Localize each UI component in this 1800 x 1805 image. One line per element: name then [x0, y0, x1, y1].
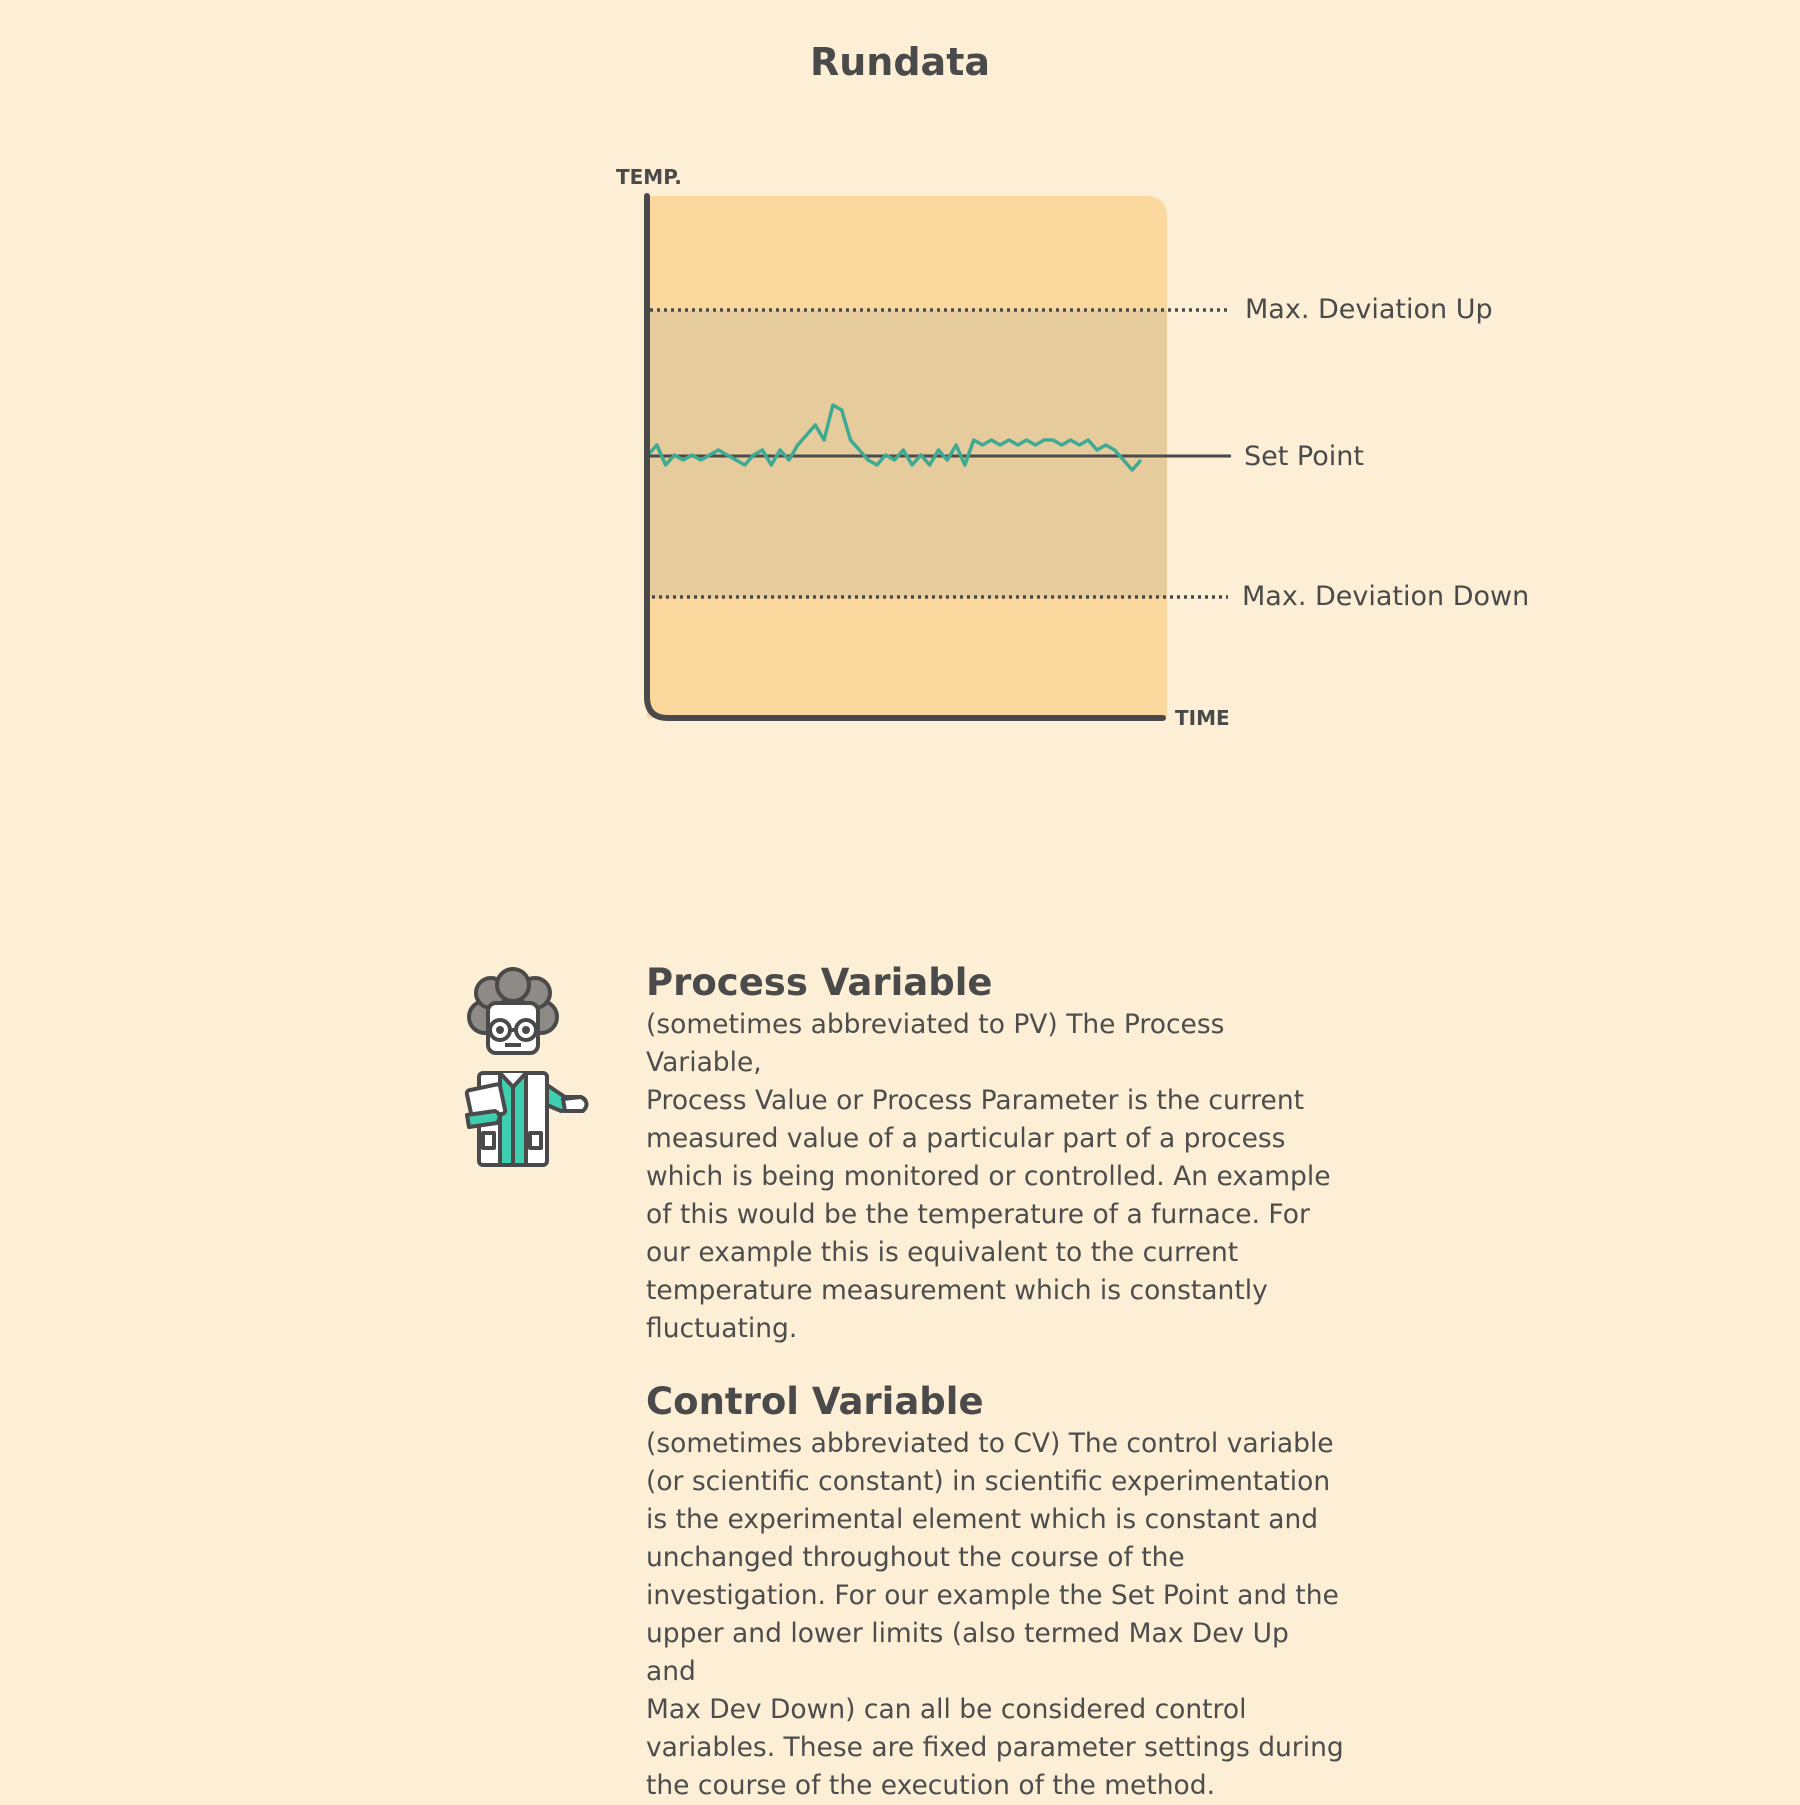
- cv-line-5: upper and lower limits (also termed Max Dev Up and: [646, 1618, 1289, 1687]
- cv-line-1: (or scientific constant) in scientific experimentation: [646, 1466, 1331, 1497]
- control-variable-heading: Control Variable: [646, 1380, 984, 1423]
- pv-line-7: fluctuating.: [646, 1313, 798, 1344]
- set-point-label: Set Point: [1244, 441, 1364, 472]
- cv-line-6: Max Dev Down) can all be considered control: [646, 1694, 1247, 1725]
- max-deviation-down-label: Max. Deviation Down: [1242, 581, 1530, 612]
- control-variable-section: [646, 1379, 1346, 1805]
- cv-line-3: unchanged throughout the course of the: [646, 1542, 1185, 1573]
- x-axis-label: TIME: [1175, 706, 1230, 730]
- y-axis-label: TEMP.: [616, 165, 682, 189]
- cv-line-7: variables. These are fixed parameter settings during: [646, 1732, 1344, 1763]
- cv-line-2: is the experimental element which is constant and: [646, 1504, 1319, 1535]
- cv-line-0: (sometimes abbreviated to CV) The control variable: [646, 1428, 1334, 1459]
- pv-line-5: our example this is equivalent to the current: [646, 1237, 1239, 1268]
- pv-line-3: which is being monitored or controlled. An example: [646, 1161, 1331, 1192]
- control-variable-description: [646, 1425, 1346, 1805]
- pv-line-2: measured value of a particular part of a process: [646, 1123, 1286, 1154]
- cv-line-8: the course of the execution of the method.: [646, 1770, 1215, 1801]
- process-variable-description: [646, 1006, 1346, 1348]
- pv-line-0: (sometimes abbreviated to PV) The Process Variable,: [646, 1009, 1225, 1078]
- max-deviation-up-label: Max. Deviation Up: [1245, 294, 1493, 325]
- pv-line-1: Process Value or Process Parameter is the current: [646, 1085, 1305, 1116]
- process-variable-section: [646, 960, 1346, 1348]
- process-variable-heading: Process Variable: [646, 961, 993, 1004]
- pv-line-6: temperature measurement which is constantly: [646, 1275, 1268, 1306]
- page-title: Rundata: [809, 40, 991, 84]
- pv-line-4: of this would be the temperature of a furnace. For: [646, 1199, 1310, 1230]
- control-chart: [0, 0, 1800, 760]
- cv-line-4: investigation. For our example the Set Point and the: [646, 1580, 1339, 1611]
- scientist-icon: [455, 965, 595, 1175]
